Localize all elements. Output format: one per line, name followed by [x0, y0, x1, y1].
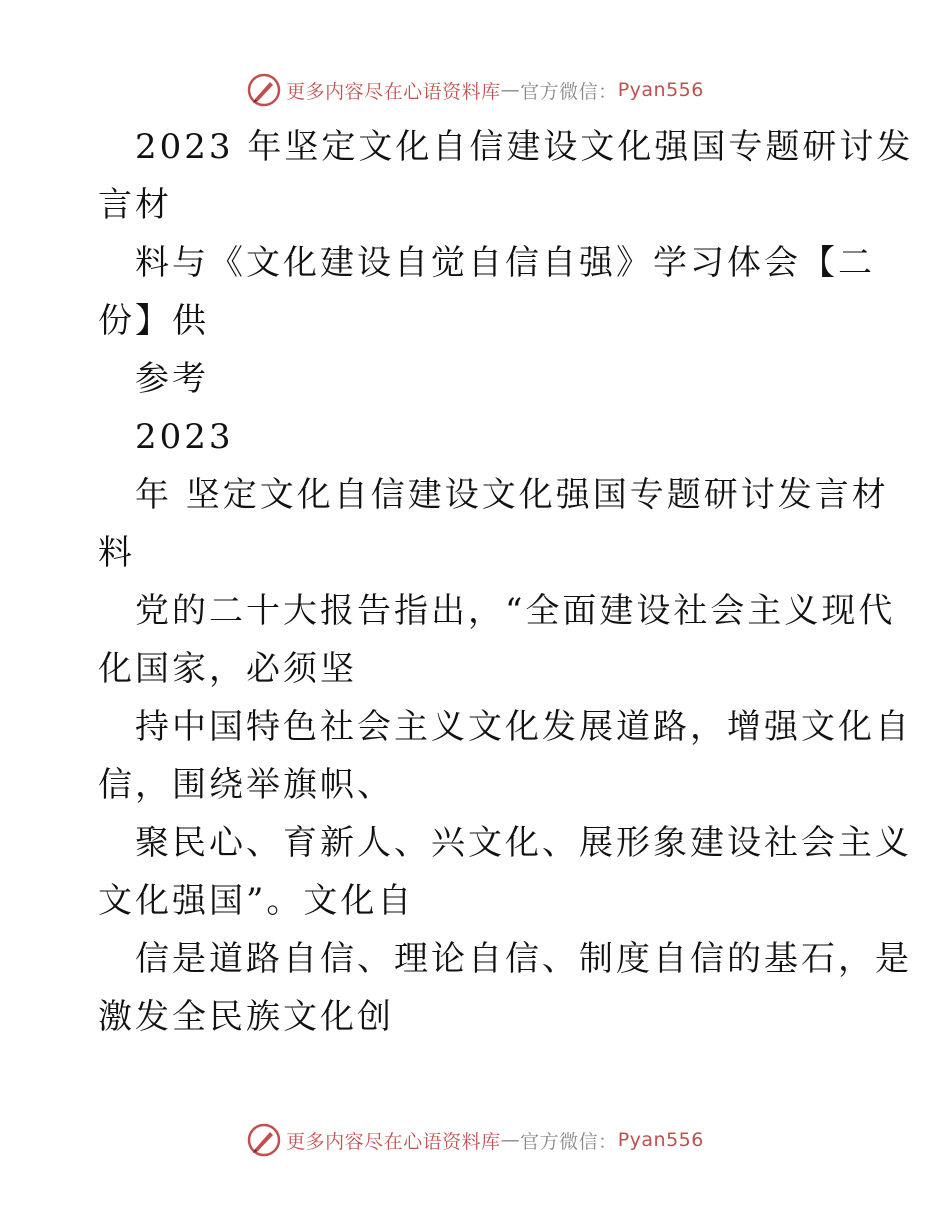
- text-line: 文化强国”。文化自: [98, 881, 415, 921]
- text-line: 信，围绕举旗帜、: [98, 765, 394, 805]
- text-line: 份】供: [98, 301, 209, 341]
- text-line: 料: [98, 533, 135, 573]
- text-line: 参考: [135, 359, 209, 399]
- text-line: 持中国特色社会主义文化发展道路，增强文化自: [135, 707, 912, 747]
- watermark-prefix: 更多内容尽在心语资料库: [286, 80, 501, 103]
- watermark-account: Pyan556: [617, 1129, 704, 1151]
- text-line: 2023: [135, 417, 234, 457]
- watermark-account: Pyan556: [617, 79, 704, 101]
- footer-watermark: [0, 1120, 950, 1160]
- watermark-dash: —: [500, 79, 521, 101]
- text-line: 党的二十大报告指出，“全面建设社会主义现代: [135, 591, 896, 631]
- text-line: 激发全民族文化创: [98, 997, 394, 1037]
- text-line: 年 坚定文化自信建设文化强国专题研讨发言材: [135, 475, 889, 515]
- text-line: 聚民心、育新人、兴文化、展形象建设社会主义: [135, 823, 912, 863]
- watermark-dash: —: [500, 1129, 521, 1151]
- text-line: 料与《文化建设自觉自信自强》学习体会【二: [135, 243, 875, 283]
- text-line: 2023 年坚定文化自信建设文化强国专题研讨发: [135, 127, 914, 167]
- text-line: 言材: [98, 185, 172, 225]
- pen-logo-icon: [246, 1122, 282, 1158]
- header-watermark: [0, 70, 950, 110]
- document-body: [98, 118, 914, 1046]
- watermark-middle: 官方微信：: [520, 1130, 618, 1153]
- watermark-prefix: 更多内容尽在心语资料库: [286, 1130, 501, 1153]
- watermark-middle: 官方微信：: [520, 80, 618, 103]
- text-line: 化国家，必须坚: [98, 649, 357, 689]
- text-line: 信是道路自信、理论自信、制度自信的基石，是: [135, 939, 912, 979]
- pen-logo-icon: [246, 72, 282, 108]
